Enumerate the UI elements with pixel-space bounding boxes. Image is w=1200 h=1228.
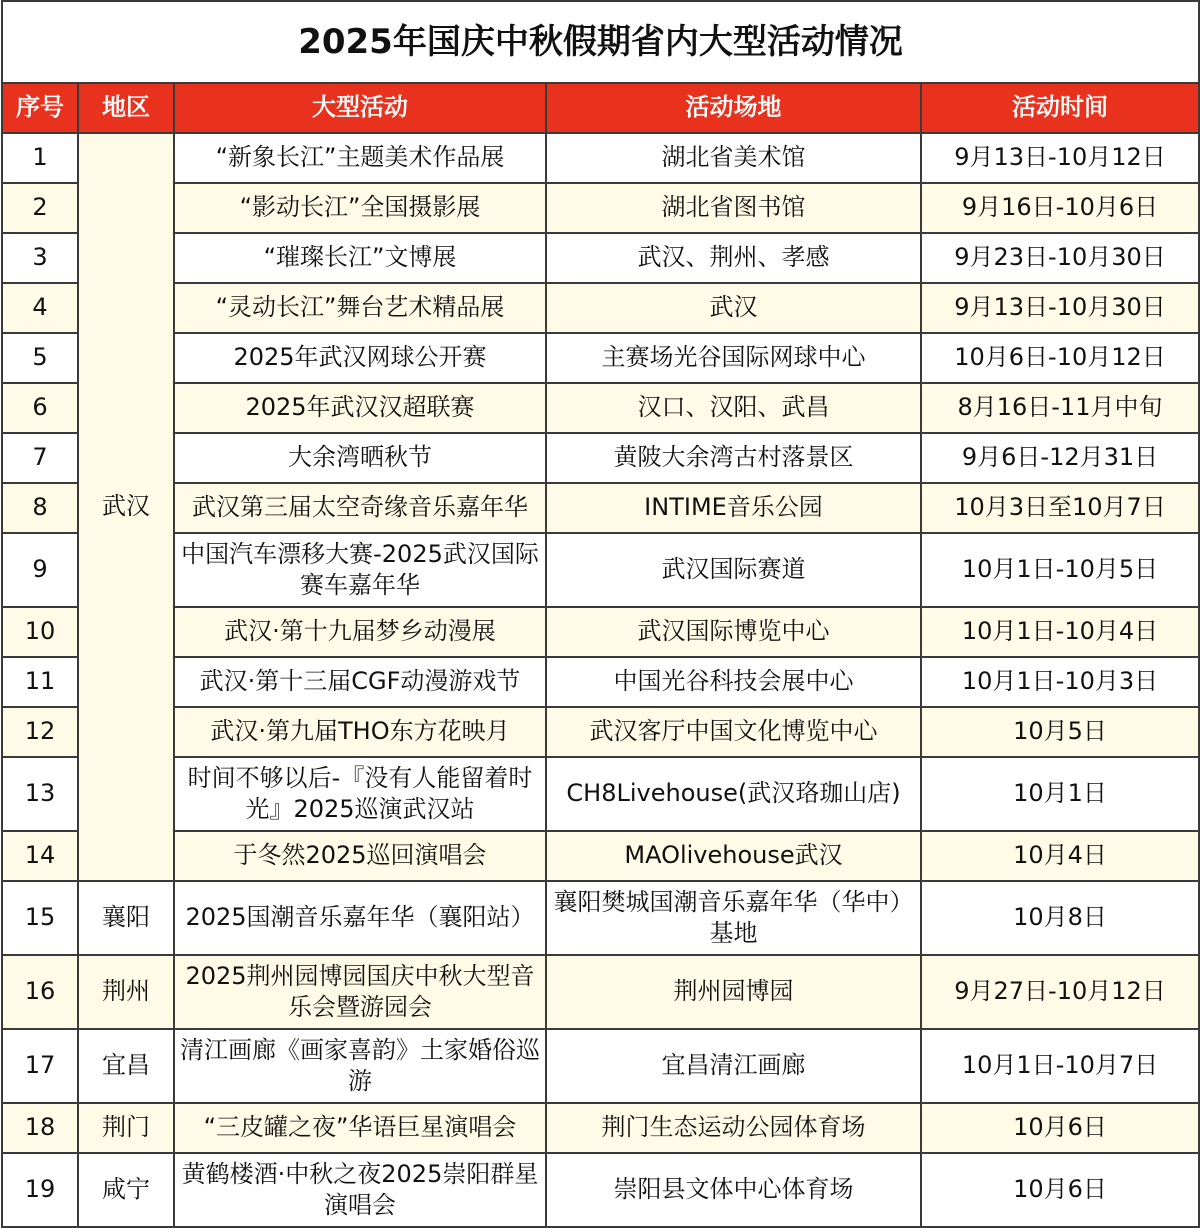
row-event: 于冬然2025巡回演唱会	[174, 831, 546, 881]
table-row	[2, 1029, 1199, 1103]
table-row	[2, 657, 1199, 707]
row-event: 2025年武汉网球公开赛	[174, 333, 546, 383]
row-event: “三皮罐之夜”华语巨星演唱会	[174, 1103, 546, 1153]
header-venue: 活动场地	[546, 83, 921, 133]
table-row	[2, 607, 1199, 657]
row-venue: 武汉国际赛道	[546, 533, 921, 607]
table-row	[2, 831, 1199, 881]
table-row	[2, 383, 1199, 433]
header-event: 大型活动	[174, 83, 546, 133]
table-row	[2, 1153, 1199, 1227]
row-no: 4	[2, 283, 78, 333]
header-region: 地区	[78, 83, 174, 133]
row-no: 3	[2, 233, 78, 283]
row-no: 11	[2, 657, 78, 707]
row-event: 时间不够以后-『没有人能留着时光』2025巡演武汉站	[174, 757, 546, 831]
row-time: 9月13日-10月30日	[921, 283, 1199, 333]
row-venue: 武汉	[546, 283, 921, 333]
row-time: 10月6日	[921, 1153, 1199, 1227]
row-no: 18	[2, 1103, 78, 1153]
table-row	[2, 757, 1199, 831]
row-time: 10月4日	[921, 831, 1199, 881]
row-event: 武汉·第十三届CGF动漫游戏节	[174, 657, 546, 707]
row-event: 2025荆州园博园国庆中秋大型音乐会暨游园会	[174, 955, 546, 1029]
row-no: 6	[2, 383, 78, 433]
row-time: 9月16日-10月6日	[921, 183, 1199, 233]
row-no: 15	[2, 881, 78, 955]
row-no: 19	[2, 1153, 78, 1227]
row-time: 10月1日-10月3日	[921, 657, 1199, 707]
region-cell: 襄阳	[78, 881, 174, 955]
row-venue: 武汉客厅中国文化博览中心	[546, 707, 921, 757]
row-event: “影动长江”全国摄影展	[174, 183, 546, 233]
row-event: 武汉·第九届THO东方花映月	[174, 707, 546, 757]
table-row	[2, 283, 1199, 333]
row-venue: 武汉国际博览中心	[546, 607, 921, 657]
row-event: 2025国潮音乐嘉年华（襄阳站）	[174, 881, 546, 955]
row-venue: 襄阳樊城国潮音乐嘉年华（华中）基地	[546, 881, 921, 955]
row-event: 中国汽车漂移大赛-2025武汉国际赛车嘉年华	[174, 533, 546, 607]
header-no: 序号	[2, 83, 78, 133]
row-no: 14	[2, 831, 78, 881]
table-row	[2, 881, 1199, 955]
row-time: 8月16日-11月中旬	[921, 383, 1199, 433]
row-time: 10月5日	[921, 707, 1199, 757]
row-venue: 主赛场光谷国际网球中心	[546, 333, 921, 383]
row-time: 10月1日	[921, 757, 1199, 831]
row-venue: 湖北省美术馆	[546, 133, 921, 183]
row-event: 大余湾晒秋节	[174, 433, 546, 483]
row-no: 7	[2, 433, 78, 483]
row-no: 2	[2, 183, 78, 233]
row-no: 5	[2, 333, 78, 383]
row-no: 13	[2, 757, 78, 831]
activities-table	[1, 0, 1200, 1228]
header-time: 活动时间	[921, 83, 1199, 133]
table-title: 2025年国庆中秋假期省内大型活动情况	[2, 1, 1199, 83]
row-no: 17	[2, 1029, 78, 1103]
table-row	[2, 1103, 1199, 1153]
row-no: 16	[2, 955, 78, 1029]
row-time: 9月23日-10月30日	[921, 233, 1199, 283]
table-row	[2, 333, 1199, 383]
row-time: 9月6日-12月31日	[921, 433, 1199, 483]
row-time: 10月8日	[921, 881, 1199, 955]
table-row	[2, 533, 1199, 607]
row-no: 8	[2, 483, 78, 533]
table-row	[2, 233, 1199, 283]
table-row	[2, 433, 1199, 483]
table-row	[2, 955, 1199, 1029]
row-venue: 宜昌清江画廊	[546, 1029, 921, 1103]
row-no: 9	[2, 533, 78, 607]
table-row	[2, 133, 1199, 183]
row-time: 9月27日-10月12日	[921, 955, 1199, 1029]
row-event: 武汉第三届太空奇缘音乐嘉年华	[174, 483, 546, 533]
row-venue: 荆州园博园	[546, 955, 921, 1029]
row-event: 黄鹤楼酒·中秋之夜2025崇阳群星演唱会	[174, 1153, 546, 1227]
row-event: 2025年武汉汉超联赛	[174, 383, 546, 433]
row-time: 9月13日-10月12日	[921, 133, 1199, 183]
table-row	[2, 183, 1199, 233]
row-no: 12	[2, 707, 78, 757]
region-cell: 咸宁	[78, 1153, 174, 1227]
region-cell: 武汉	[78, 133, 174, 881]
row-event: 武汉·第十九届梦乡动漫展	[174, 607, 546, 657]
row-time: 10月6日-10月12日	[921, 333, 1199, 383]
row-event: 清江画廊《画家喜韵》土家婚俗巡游	[174, 1029, 546, 1103]
table-row	[2, 707, 1199, 757]
row-venue: 中国光谷科技会展中心	[546, 657, 921, 707]
row-venue: 黄陂大余湾古村落景区	[546, 433, 921, 483]
row-event: “灵动长江”舞台艺术精品展	[174, 283, 546, 333]
row-venue: CH8Livehouse(武汉珞珈山店)	[546, 757, 921, 831]
row-event: “璀璨长江”文博展	[174, 233, 546, 283]
row-time: 10月1日-10月4日	[921, 607, 1199, 657]
row-time: 10月3日至10月7日	[921, 483, 1199, 533]
row-venue: 湖北省图书馆	[546, 183, 921, 233]
region-cell: 荆门	[78, 1103, 174, 1153]
row-time: 10月1日-10月7日	[921, 1029, 1199, 1103]
region-cell: 荆州	[78, 955, 174, 1029]
row-event: “新象长江”主题美术作品展	[174, 133, 546, 183]
row-venue: MAOlivehouse武汉	[546, 831, 921, 881]
region-cell: 宜昌	[78, 1029, 174, 1103]
row-time: 10月6日	[921, 1103, 1199, 1153]
row-venue: 武汉、荆州、孝感	[546, 233, 921, 283]
table-row	[2, 483, 1199, 533]
row-venue: 汉口、汉阳、武昌	[546, 383, 921, 433]
row-venue: 崇阳县文体中心体育场	[546, 1153, 921, 1227]
row-venue: INTIME音乐公园	[546, 483, 921, 533]
row-no: 1	[2, 133, 78, 183]
row-venue: 荆门生态运动公园体育场	[546, 1103, 921, 1153]
row-no: 10	[2, 607, 78, 657]
row-time: 10月1日-10月5日	[921, 533, 1199, 607]
